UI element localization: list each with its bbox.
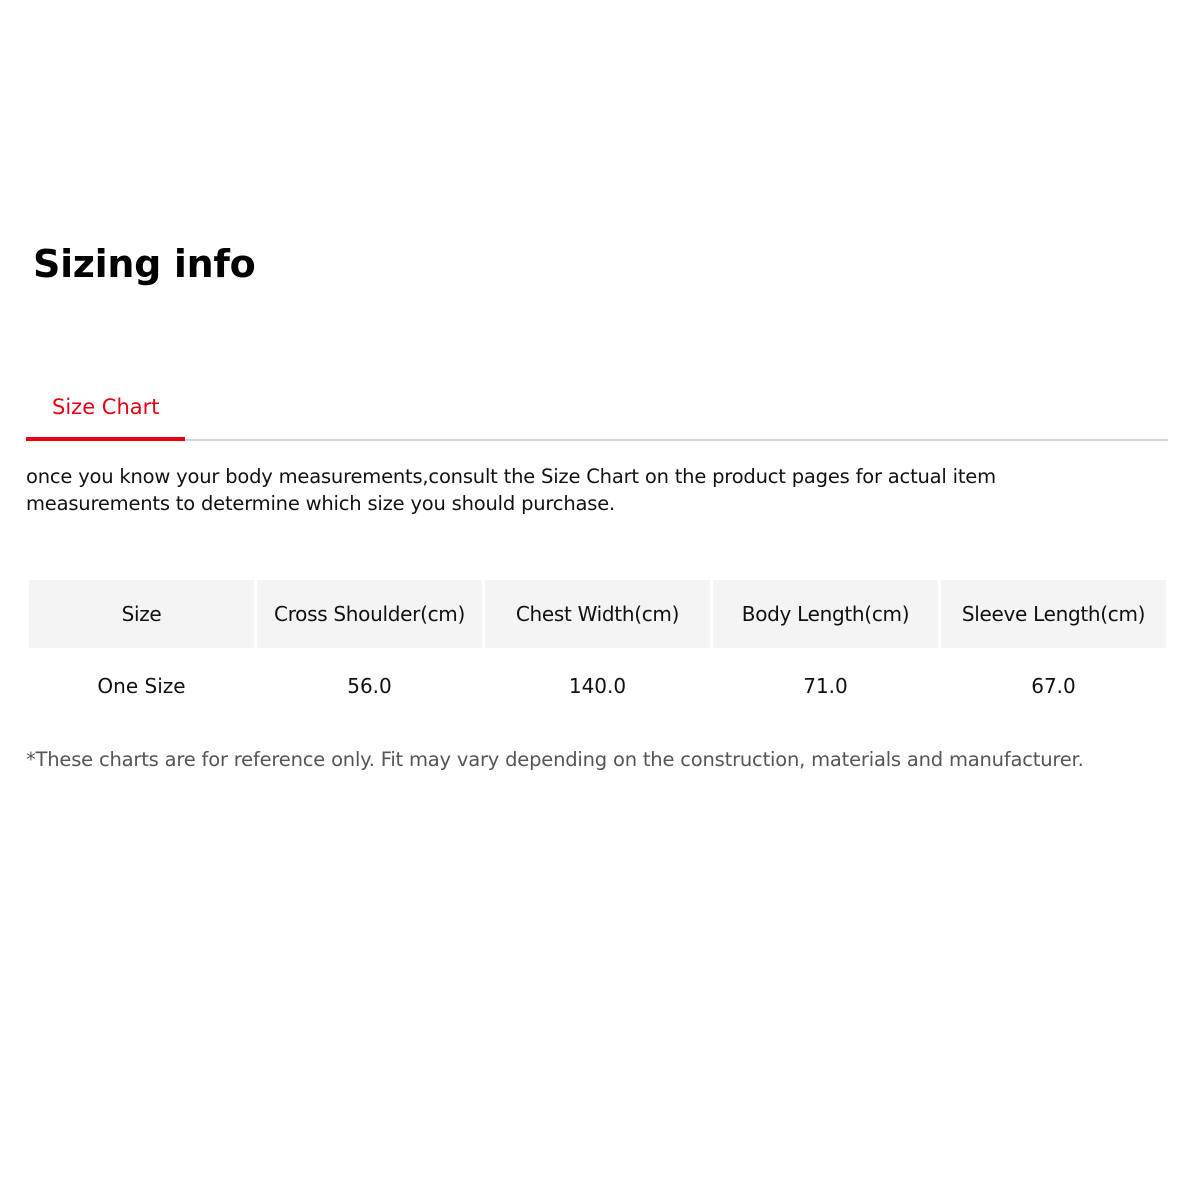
tab-bar-divider [26, 439, 1168, 441]
header-body-length: Body Length(cm) [713, 580, 938, 648]
cell-body-length: 71.0 [713, 651, 938, 721]
page-title: Sizing info [33, 242, 256, 286]
footnote: *These charts are for reference only. Fit may vary depending on the construction, materials and manufacturer. [26, 748, 1084, 771]
cell-chest-width: 140.0 [485, 651, 710, 721]
table-header-row [29, 580, 1166, 648]
header-sleeve-length: Sleeve Length(cm) [941, 580, 1166, 648]
cell-sleeve-length: 67.0 [941, 651, 1166, 721]
tab-label: Size Chart [52, 395, 160, 419]
header-chest-width: Chest Width(cm) [485, 580, 710, 648]
header-size: Size [29, 580, 254, 648]
size-table [26, 577, 1169, 724]
cell-cross-shoulder: 56.0 [257, 651, 482, 721]
tab-size-chart[interactable] [26, 382, 185, 442]
tab-bar [26, 382, 1168, 442]
intro-text: once you know your body measurements,consult the Size Chart on the product pages for actual item measurements to determine which size you should purchase. [26, 465, 996, 515]
header-cross-shoulder: Cross Shoulder(cm) [257, 580, 482, 648]
active-tab-indicator [26, 437, 185, 441]
cell-size: One Size [29, 651, 254, 721]
table-row [29, 651, 1166, 721]
